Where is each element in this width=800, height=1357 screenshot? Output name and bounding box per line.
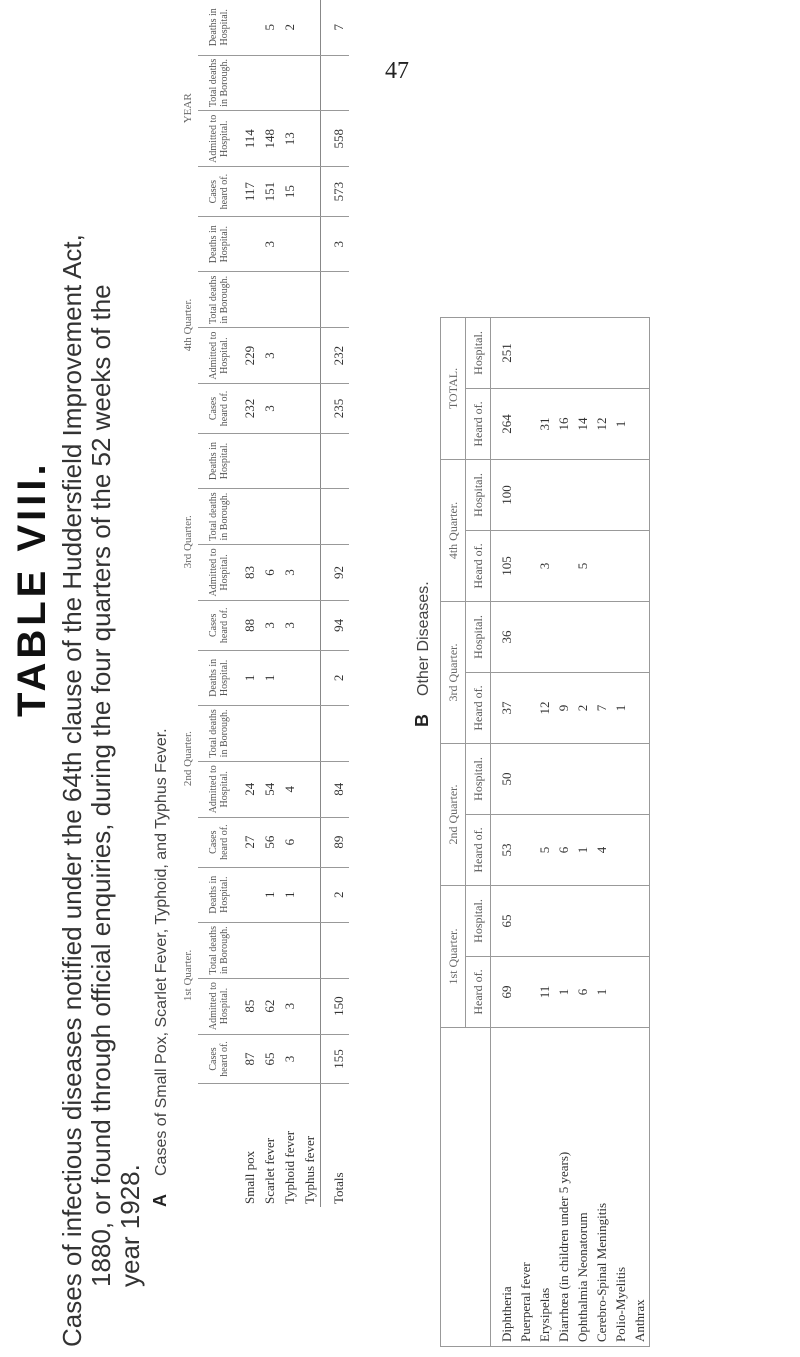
table-cell	[611, 531, 630, 602]
table-cell	[240, 922, 260, 978]
section-b-caption	[412, 581, 433, 727]
table-cell: 573	[321, 167, 350, 217]
table-cell: 1	[592, 957, 611, 1028]
table-cell	[630, 460, 650, 531]
table-cell	[592, 602, 611, 673]
table-cell	[516, 460, 535, 531]
table-cell: 6	[573, 957, 592, 1028]
table-cell	[260, 55, 280, 111]
table-cell	[611, 460, 630, 531]
table-cell: 6	[280, 817, 300, 867]
table-cell	[260, 433, 280, 488]
table-b-quarter: 1st Quarter.	[441, 886, 466, 1028]
table-cell: 232	[321, 328, 350, 384]
table-cell	[516, 886, 535, 957]
table-cell: 117	[240, 167, 260, 217]
table-cell: 84	[321, 761, 350, 817]
table-cell: 114	[240, 111, 260, 167]
table-cell: 14	[573, 389, 592, 460]
table-cell	[321, 433, 350, 488]
table-cell	[592, 460, 611, 531]
table-cell	[321, 922, 350, 978]
table-cell	[611, 602, 630, 673]
table-cell	[280, 55, 300, 111]
table-cell: 7	[321, 0, 350, 55]
table-cell	[630, 744, 650, 815]
table-cell: 50	[491, 744, 517, 815]
table-cell	[300, 384, 321, 434]
table-cell	[240, 55, 260, 111]
table-cell	[280, 433, 300, 488]
table-row	[516, 318, 535, 1347]
table-cell	[573, 318, 592, 389]
table-a-column-header: Cases heard of.	[198, 1034, 240, 1084]
table-cell: 3	[260, 217, 280, 272]
table-cell	[611, 744, 630, 815]
table-cell	[321, 272, 350, 328]
table-a-column-header: Admitted to Hospital.	[198, 978, 240, 1034]
row-label: Erysipelas	[537, 1287, 552, 1342]
table-cell	[611, 886, 630, 957]
table-cell: 89	[321, 817, 350, 867]
table-cell	[300, 650, 321, 705]
table-cell	[535, 886, 554, 957]
table-row	[280, 0, 300, 1207]
table-b-column-header: Hospital.	[466, 744, 491, 815]
table-cell: 56	[260, 817, 280, 867]
table-cell	[240, 867, 260, 922]
table-cell: 53	[491, 815, 517, 886]
table-cell: 3	[280, 544, 300, 600]
table-cell	[630, 886, 650, 957]
table-cell	[592, 531, 611, 602]
table-cell: 3	[260, 328, 280, 384]
table-cell	[300, 922, 321, 978]
table-cell	[260, 272, 280, 328]
page-number: 47	[385, 58, 409, 84]
table-cell: 5	[260, 0, 280, 55]
table-cell: 27	[240, 817, 260, 867]
row-label: Polio-Myelitis	[613, 1266, 628, 1342]
table-cell: 155	[321, 1034, 350, 1084]
table-cell: 69	[491, 957, 517, 1028]
table-cell: 4	[592, 815, 611, 886]
table-cell	[280, 272, 300, 328]
table-cell: 24	[240, 761, 260, 817]
table-cell	[611, 957, 630, 1028]
document-heading	[58, 17, 145, 1347]
table-cell	[630, 318, 650, 389]
table-cell: 5	[535, 815, 554, 886]
table-cell: 92	[321, 544, 350, 600]
table-cell: 1	[611, 673, 630, 744]
table-a-column-header: Deaths in Hospital.	[198, 0, 240, 55]
table-cell	[240, 217, 260, 272]
table-cell: 235	[321, 384, 350, 434]
table-cell: 94	[321, 600, 350, 650]
table-cell	[535, 602, 554, 673]
table-cell: 1	[554, 957, 573, 1028]
table-cell: 2	[321, 650, 350, 705]
table-cell: 88	[240, 600, 260, 650]
table-a-column-header: Admitted to Hospital.	[198, 111, 240, 167]
table-row	[491, 318, 517, 1347]
table-cell	[300, 272, 321, 328]
table-a-quarter: YEAR	[182, 93, 194, 124]
table-cell: 148	[260, 111, 280, 167]
table-cell	[554, 531, 573, 602]
row-label: Typhus fever	[302, 1135, 317, 1204]
table-cell	[300, 489, 321, 545]
table-cell	[300, 600, 321, 650]
table-cell: 3	[280, 978, 300, 1034]
table-a-column-header: Deaths in Hospital.	[198, 867, 240, 922]
table-cell	[554, 460, 573, 531]
table-cell	[240, 489, 260, 545]
table-b-column-header: Heard of.	[466, 389, 491, 460]
table-cell	[300, 433, 321, 488]
table-b-column-header: Hospital.	[466, 460, 491, 531]
table-cell	[260, 922, 280, 978]
table-cell	[573, 602, 592, 673]
table-cell	[516, 318, 535, 389]
table-cell: 3	[260, 384, 280, 434]
table-cell: 87	[240, 1034, 260, 1084]
table-cell: 5	[573, 531, 592, 602]
table-cell	[280, 489, 300, 545]
table-cell: 3	[535, 531, 554, 602]
row-label: Cerebro-Spinal Meningitis	[594, 1202, 609, 1342]
table-row	[240, 0, 260, 1207]
table-cell: 7	[592, 673, 611, 744]
table-cell: 37	[491, 673, 517, 744]
table-b-quarter: 4th Quarter.	[441, 460, 466, 602]
row-label: Anthrax	[632, 1299, 647, 1342]
table-cell	[280, 650, 300, 705]
table-cell	[260, 706, 280, 762]
table-cell	[300, 544, 321, 600]
table-cell	[516, 957, 535, 1028]
table-cell: 1	[611, 389, 630, 460]
table-cell	[516, 389, 535, 460]
table-cell	[280, 706, 300, 762]
table-cell: 12	[535, 673, 554, 744]
table-cell: 1	[240, 650, 260, 705]
table-cell	[300, 978, 321, 1034]
table-b-quarter: 3rd Quarter.	[441, 602, 466, 744]
table-a-body	[240, 0, 349, 1207]
table-cell: 6	[260, 544, 280, 600]
table-cell: 12	[592, 389, 611, 460]
table-a-column-header: Deaths in Hospital.	[198, 650, 240, 705]
table-cell	[535, 460, 554, 531]
table-b-column-header: Hospital.	[466, 886, 491, 957]
table-cell: 36	[491, 602, 517, 673]
totals-label: Totals	[321, 1084, 350, 1207]
table-cell: 9	[554, 673, 573, 744]
table-a-column-header: Deaths in Hospital.	[198, 217, 240, 272]
table-cell	[630, 602, 650, 673]
table-cell: 232	[240, 384, 260, 434]
table-a-quarter: 3rd Quarter.	[182, 515, 194, 569]
table-cell	[280, 922, 300, 978]
table-a-column-header: Total deaths in Borough.	[198, 489, 240, 545]
table-a-column-header: Admitted to Hospital.	[198, 544, 240, 600]
table-a-quarter: 1st Quarter.	[182, 949, 194, 1002]
table-cell: 6	[554, 815, 573, 886]
table-cell: 65	[260, 1034, 280, 1084]
table-b-quarter-header	[441, 318, 466, 1347]
table-b-quarter: TOTAL.	[441, 318, 466, 460]
table-cell: 105	[491, 531, 517, 602]
table-cell: 251	[491, 318, 517, 389]
table-cell: 31	[535, 389, 554, 460]
table-cell: 151	[260, 167, 280, 217]
table-title: TABLE VIII.	[10, 460, 54, 717]
row-label: Ophthalmia Neonatorum	[575, 1212, 590, 1342]
table-cell	[630, 957, 650, 1028]
table-row	[260, 0, 280, 1207]
table-cell: 11	[535, 957, 554, 1028]
section-a-caption	[150, 728, 171, 1207]
table-cell	[592, 744, 611, 815]
table-cell	[300, 111, 321, 167]
table-cell: 1	[260, 650, 280, 705]
table-cell	[630, 673, 650, 744]
table-a-column-header: Total deaths in Borough.	[198, 706, 240, 762]
table-cell	[611, 815, 630, 886]
table-a-column-header: Admitted to Hospital.	[198, 761, 240, 817]
table-cell	[535, 744, 554, 815]
totals-row	[321, 0, 350, 1207]
table-b-column-header: Heard of.	[466, 957, 491, 1028]
table-cell	[573, 744, 592, 815]
table-cell: 558	[321, 111, 350, 167]
table-cell	[300, 867, 321, 922]
table-b-quarter: 2nd Quarter.	[441, 744, 466, 886]
table-cell	[300, 761, 321, 817]
table-cell	[516, 673, 535, 744]
table-cell: 1	[260, 867, 280, 922]
table-b-column-header: Heard of.	[466, 531, 491, 602]
table-cell	[300, 167, 321, 217]
table-cell: 150	[321, 978, 350, 1034]
table-cell	[280, 217, 300, 272]
table-cell: 13	[280, 111, 300, 167]
table-cell: 1	[573, 815, 592, 886]
table-cell	[630, 815, 650, 886]
table-cell: 264	[491, 389, 517, 460]
table-cell: 1	[280, 867, 300, 922]
table-cell: 229	[240, 328, 260, 384]
table-cell	[573, 460, 592, 531]
table-cell	[516, 744, 535, 815]
table-cell: 65	[491, 886, 517, 957]
table-cell: 2	[280, 0, 300, 55]
table-cell	[516, 815, 535, 886]
table-cell: 15	[280, 167, 300, 217]
section-b-letter: B	[412, 714, 432, 727]
table-cell	[280, 384, 300, 434]
table-b-column-header: Hospital.	[466, 318, 491, 389]
table-row	[630, 318, 650, 1347]
table-a-column-header: Total deaths in Borough.	[198, 55, 240, 111]
heading-line-2: 1880, or found through official enquiries, during the four quarters of the 52 weeks of the	[86, 284, 116, 1287]
table-b-body	[491, 318, 650, 1347]
table-cell	[554, 602, 573, 673]
table-a-column-header-row	[198, 0, 240, 1207]
table-cell	[321, 706, 350, 762]
table-a-column-header: Cases heard of.	[198, 167, 240, 217]
table-cell: 4	[280, 761, 300, 817]
table-cell	[300, 217, 321, 272]
table-cell	[240, 272, 260, 328]
table-cell: 2	[573, 673, 592, 744]
table-cell: 100	[491, 460, 517, 531]
table-a-column-header: Admitted to Hospital.	[198, 328, 240, 384]
table-cell	[300, 0, 321, 55]
table-a-column-header: Deaths in Hospital.	[198, 433, 240, 488]
table-cell: 3	[321, 217, 350, 272]
table-a-column-header: Cases heard of.	[198, 817, 240, 867]
table-cell	[280, 328, 300, 384]
table-cell	[321, 55, 350, 111]
table-cell	[630, 389, 650, 460]
table-cell: 3	[260, 600, 280, 650]
table-a-quarter: 4th Quarter.	[182, 298, 194, 352]
table-cell	[300, 1034, 321, 1084]
table-cell	[554, 318, 573, 389]
table-a-column-header: Total deaths in Borough.	[198, 922, 240, 978]
section-a-title: Cases of Small Pox, Scarlet Fever, Typhoid, and Typhus Fever.	[153, 728, 170, 1176]
table-b-column-header: Heard of.	[466, 815, 491, 886]
table-cell	[240, 433, 260, 488]
table-row	[592, 318, 611, 1347]
heading-line-1: Cases of infectious diseases notified under the 64th clause of the Huddersfield Improvement Act,	[57, 234, 87, 1347]
table-cell	[611, 318, 630, 389]
table-cell: 62	[260, 978, 280, 1034]
section-a-letter: A	[150, 1194, 170, 1207]
heading-line-3: year 1928.	[115, 1164, 145, 1287]
table-b-column-header: Heard of.	[466, 673, 491, 744]
table-cell: 83	[240, 544, 260, 600]
table-cell	[240, 0, 260, 55]
table-cell	[516, 531, 535, 602]
table-cell	[240, 706, 260, 762]
table-cell	[592, 318, 611, 389]
table-row	[573, 318, 592, 1347]
table-cell	[535, 318, 554, 389]
table-cell	[516, 602, 535, 673]
table-cell	[630, 531, 650, 602]
table-a-column-header: Total deaths in Borough.	[198, 272, 240, 328]
table-a-quarter: 2nd Quarter.	[182, 731, 194, 787]
row-label: Puerperal fever	[518, 1262, 533, 1342]
table-a	[178, 0, 349, 1207]
table-b-column-header: Hospital.	[466, 602, 491, 673]
table-cell: 16	[554, 389, 573, 460]
table-cell: 3	[280, 1034, 300, 1084]
table-row	[300, 0, 321, 1207]
row-label: Typhoid fever	[282, 1130, 297, 1204]
row-label: Diarrhœa (in children under 5 years)	[556, 1151, 571, 1342]
table-cell	[554, 744, 573, 815]
table-row	[535, 318, 554, 1347]
table-row	[611, 318, 630, 1347]
table-a-column-header: Cases heard of.	[198, 600, 240, 650]
table-b	[440, 317, 650, 1347]
row-label: Scarlet fever	[262, 1137, 277, 1204]
table-cell	[321, 489, 350, 545]
table-cell	[300, 817, 321, 867]
section-b-title: Other Diseases.	[415, 581, 432, 696]
table-cell	[300, 55, 321, 111]
table-cell	[573, 886, 592, 957]
table-cell	[260, 489, 280, 545]
table-cell: 54	[260, 761, 280, 817]
row-label: Diphtheria	[499, 1286, 514, 1342]
table-cell: 2	[321, 867, 350, 922]
table-cell: 85	[240, 978, 260, 1034]
table-cell	[554, 886, 573, 957]
table-cell: 3	[280, 600, 300, 650]
table-cell	[592, 886, 611, 957]
row-label: Small pox	[242, 1150, 257, 1204]
table-cell	[300, 328, 321, 384]
table-a-quarter-header	[178, 0, 198, 1207]
table-cell	[300, 706, 321, 762]
table-row	[554, 318, 573, 1347]
table-a-column-header: Cases heard of.	[198, 384, 240, 434]
